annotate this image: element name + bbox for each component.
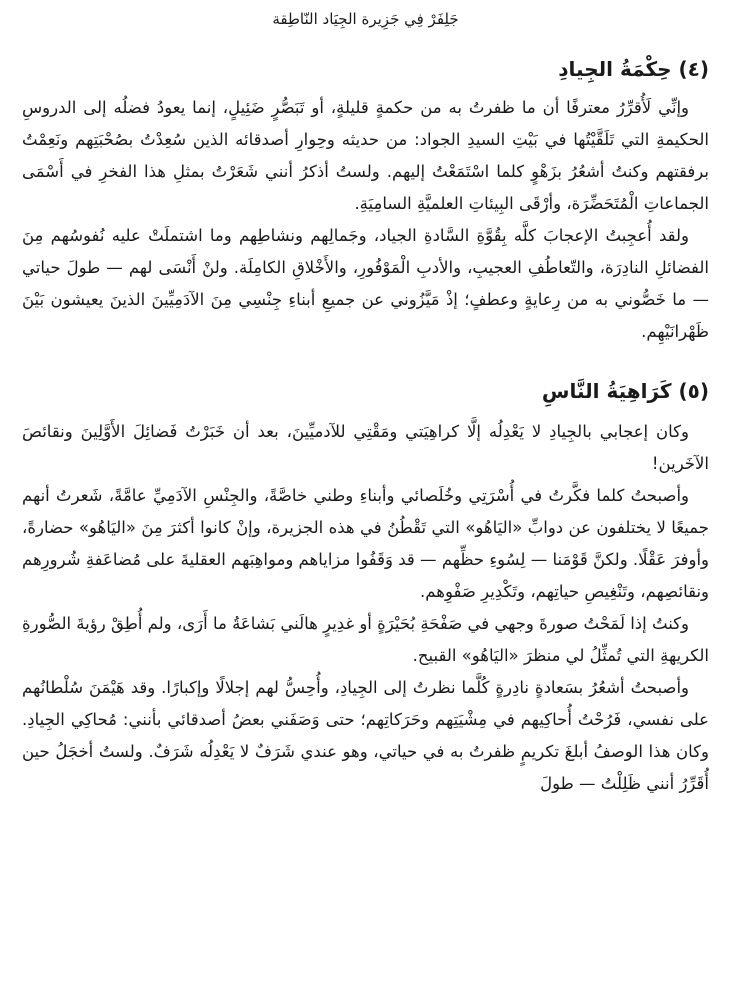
paragraph: وأصبحتُ كلما فكَّرتُ في أُسْرَتِي وخُلَصائي وأبناءِ وطني خاصَّةً، والجِنْسِ الآدَمِيِّ عامَّةً، شَعرتُ أنهم جميعًا لا يختلفون عن دوابِّ «اليَاهُو» التي تَقْطُنُ في هذه الجزيرة، وإنْ كانوا أكثرَ مِنَ «اليَاهُو» حضارةً، وأوفرَ عَقْلًا. ولكنَّ قَوْمَنا — لِسُوءِ حظِّهم — قد وَقَفُوا مزاياهم ومواهِبَهم العقليةَ على مُضاعَفةِ شُرورِهم ونقائصِهم، وتَنْغِيصِ حياتِهم، وتَكْدِيرِ صَفْوِهم. xyxy=(22,486,709,601)
paragraph: وأصبحتُ أشعُرُ بسَعادةٍ نادِرةٍ كُلَّما نظرتُ إلى الجِيادِ، وأُحِسُّ لهم إجلالًا وإكبارًا. وقد هَيْمَنَ سُلْطانُهم على نفسي، فَرُحْتُ أُحاكِيهم في مِشْيَتِهم وحَرَكاتِهم؛ حتى وَصَفَني بعضُ أصدقائي بأنني: مُحاكِي الجِيادِ. وكان هذا الوصفُ أبلغَ تكريمٍ ظفرتُ به في حياتي، وهو عندي شَرَفٌ لا يَعْدِلُه شَرَفٌ. ولستُ أخجَلُ حين أُقَرِّرُ أنني ظَلِلْتُ — طولَ xyxy=(22,678,709,793)
running-head: جَلِفَرْ فِي جَزِيرة الجِيَاد النّاطِقة xyxy=(272,10,459,28)
section-title-4: (٤) حِكْمَةُ الجِيادِ xyxy=(558,57,709,81)
paragraph: وإنِّي لَأُقرِّرُ معترفًا أن ما ظفرتُ به من حكمةٍ قليلةٍ، أو تَبَصُّرٍ ضَئِيلٍ، إنما يعودُ فضلُه إلى الدروسِ الحكيمةِ التي تَلَقَّيْتُها في بَيْتِ السيدِ الجواد: من حديثه وحِوارِ أصدقائه الذين سُعِدْتُ بصُحْبَتِهم ونَعِمْتُ برفقتهم وكنتُ أشعُرُ بزَهْوٍ كلما اسْتَمَعْتُ إليهم. ولستُ أذكرُ أنني شَعَرْتُ بمثلِ هذا الفخرِ في أَسْمَى الجماعاتِ الْمُتَحَضِّرَة، وأرْقَى البِيئاتِ العلميَّةِ السامِيَةِ. xyxy=(22,98,709,213)
section-title-5: (٥) كَرَاهِيَةُ النَّاسِ xyxy=(541,379,709,403)
paragraph: ولقد أُعجِبتُ الإعجابَ كلَّه بِقُوَّةِ السَّادةِ الجياد، وجَمالِهم ونشاطِهم وما اشتملَتْ عليه نُفوسُهم مِنَ الفضائلِ النادِرَة، والتّعاطُفِ العجيبِ، والأدبِ الْمَوْفُورِ، والأَخْلاقِ الكامِلَة. ولنْ أَنْسَى لهم — طولَ حياتي — ما خَصُّوني به من رِعايةٍ وعطفٍ؛ إذْ مَيَّزُوني عن جميعِ أبناءِ جِنْسِي مِنَ الآدَمِيِّينَ الذينَ يعيشون بَيْنَ ظَهْرانَيْهِم. xyxy=(22,226,709,341)
paragraph: وكنتُ إذا لَمَحْتُ صورةَ وجهي في صَفْحَةِ بُحَيْرَةٍ أو غدِيرٍ هالَني بَشاعَةُ ما أَرَى، ولم أُطِقْ رؤيةَ الصُّورةِ الكريهةِ التي تُمثِّلُ لي منظرَ «اليَاهُو» القبيح. xyxy=(22,614,709,665)
paragraph: وكان إعجابي بالجِيادِ لا يَعْدِلُه إلَّا كراهِيَتي ومَقْتِي للآدميِّينَ، بعد أن خَبَرْتُ فَضائِلَ الأَوَّلِينَ ونقائصَ الآخَرين! xyxy=(22,422,709,473)
